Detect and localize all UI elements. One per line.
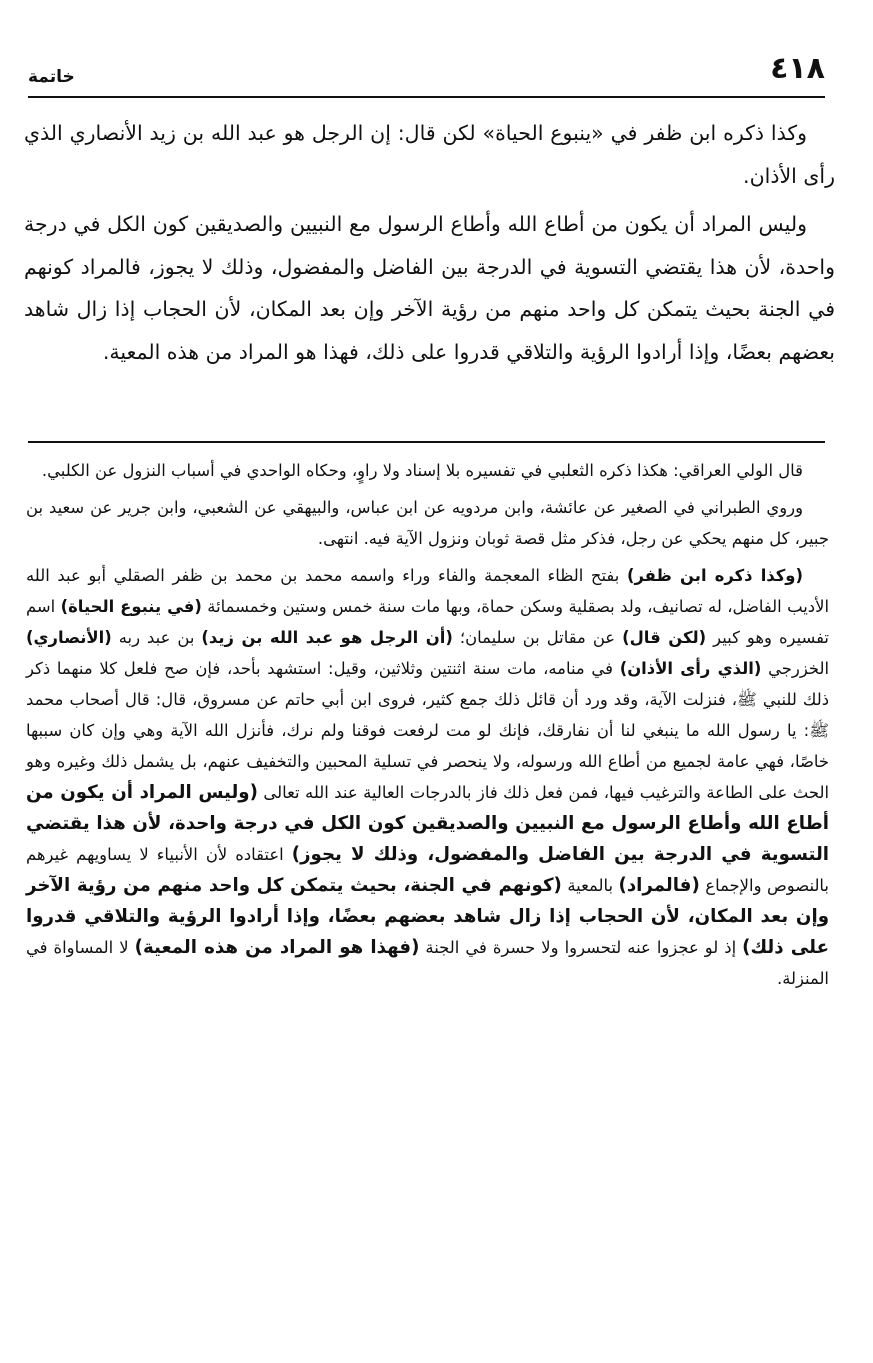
quoted-phrase: (في ينبوع الحياة) bbox=[60, 597, 202, 616]
quoted-phrase: (فهذا هو المراد من هذه المعية) bbox=[134, 937, 420, 958]
page-number: ٤١٨ bbox=[770, 51, 825, 86]
footnote-paragraph: قال الولي العراقي: هكذا ذكره الثعلبي في تفسيره بلا إسناد ولا راوٍ، وحكاه الواحدي في أسباب النزول عن الكلبي. bbox=[41, 461, 803, 480]
footnote-separator bbox=[28, 441, 825, 443]
commentary-text: اعتقاده لأن الأنبياء لا يساويهم غيرهم بالنصوص والإجماع bbox=[26, 845, 829, 895]
quoted-phrase: (لكن قال) bbox=[622, 628, 707, 647]
page-header bbox=[28, 52, 825, 96]
header-rule bbox=[28, 96, 825, 98]
quoted-phrase: (وليس المراد أن يكون من أطاع الله وأطاع الرسول مع النبيين والصديقين كون الكل في درجة واحدة، لأن هذا يقتضي التسوية في الدرجة بين الفاضل والمفضول، وذلك لا يجوز) bbox=[26, 782, 830, 865]
quoted-phrase: (كونهم في الجنة، بحيث يتمكن كل واحد منهم من رؤية الآخر وإن بعد المكان، لأن الحجاب إذا زال شاهد بعضهم بعضًا، وإذا أرادوا الرؤية والتلاقي قدروا على ذلك) bbox=[26, 875, 829, 958]
quoted-phrase: (الأنصاري) bbox=[26, 628, 112, 647]
main-paragraph: وكذا ذكره ابن ظفر في «ينبوع الحياة» لكن قال: إن الرجل هو عبد الله بن زيد الأنصاري الذي رأى الأذان. bbox=[24, 121, 835, 188]
commentary-text: الخزرجي bbox=[761, 659, 830, 678]
main-paragraph: وليس المراد أن يكون من أطاع الله وأطاع الرسول مع النبيين والصديقين كون الكل في درجة واحدة، لأن هذا يقتضي التسوية في الدرجة بين الفاضل والمفضول، وذلك لا يجوز، فالمراد كونهم في الجنة بحيث يتمكن كل واحد منهم من رؤية الآخر وإن بعد المكان، لأن الحجاب إذا زال شاهد بعضهم بعضًا، وإذا أرادوا الرؤية والتلاقي قدروا على ذلك، فهذا هو المراد من هذه المعية. bbox=[24, 212, 835, 364]
commentary-text: في منامه، مات سنة اثنتين وثلاثين، وقيل: استشهد بأحد، فإن صح فلعل كلا منهما ذكر ذلك للنبي ﷺ، فنزلت الآية، وقد ورد أن قائل ذلك جمع كثير، فروى ابن أبي حاتم عن مسروق، قال: قال أصحاب محمد ﷺ: يا رسول الله ما ينبغي لنا أن نفارقك، فإنك لو مت لرفعت فوقنا ولم نرك، فأنزل الله الآية وهي وإن كان سببها خاصًا، فهي عامة لجميع من أطاع الله ورسوله، ولا ينحصر في تسلية المحبين والتخفيف عنهم، بل يشمل ذلك وغيره وهو الحث على الطاعة والترغيب فيها، فمن فعل ذلك فاز بالدرجات العالية عند الله تعالى bbox=[26, 659, 830, 802]
commentary-text: لا المساواة في المنزلة. bbox=[26, 938, 829, 988]
main-text bbox=[24, 112, 835, 379]
commentary-text: بالمعية bbox=[561, 876, 619, 895]
commentary-text: بفتح الظاء المعجمة والفاء وراء واسمه محمد بن محمد بن ظفر الصقلي أبو عبد الله الأديب الفاضل، له تصانيف، ولد بصقلية وسكن حماة، وبها مات سنة خمس وستين وخمسمائة bbox=[26, 566, 829, 616]
commentary-text: عن مقاتل بن سليمان؛ bbox=[452, 628, 623, 647]
quoted-phrase: (الذي رأى الأذان) bbox=[619, 659, 762, 678]
commentary-paragraph bbox=[26, 560, 829, 994]
footnote-paragraph: وروي الطبراني في الصغير عن عائشة، وابن مردويه عن ابن عباس، والبيهقي عن الشعبي، وابن جرير عن سعيد بن جبير، كل منهم يحكي عن رجل، فذكر مثل قصة ثوبان ونزول الآية فيه. انتهى. bbox=[26, 498, 829, 548]
running-title: خاتمة bbox=[28, 67, 75, 87]
quoted-phrase: (وكذا ذكره ابن ظفر) bbox=[626, 566, 803, 585]
quoted-phrase: (فالمراد) bbox=[618, 875, 700, 896]
commentary-text: بن عبد ربه bbox=[111, 628, 202, 647]
commentary-text: إذ لو عجزوا عنه لتحسروا ولا حسرة في الجنة bbox=[419, 938, 743, 957]
footnotes-section bbox=[26, 455, 829, 1000]
quoted-phrase: (أن الرجل هو عبد الله بن زيد) bbox=[201, 628, 453, 647]
commentary-text: اسم تفسيره وهو كبير bbox=[26, 597, 829, 647]
